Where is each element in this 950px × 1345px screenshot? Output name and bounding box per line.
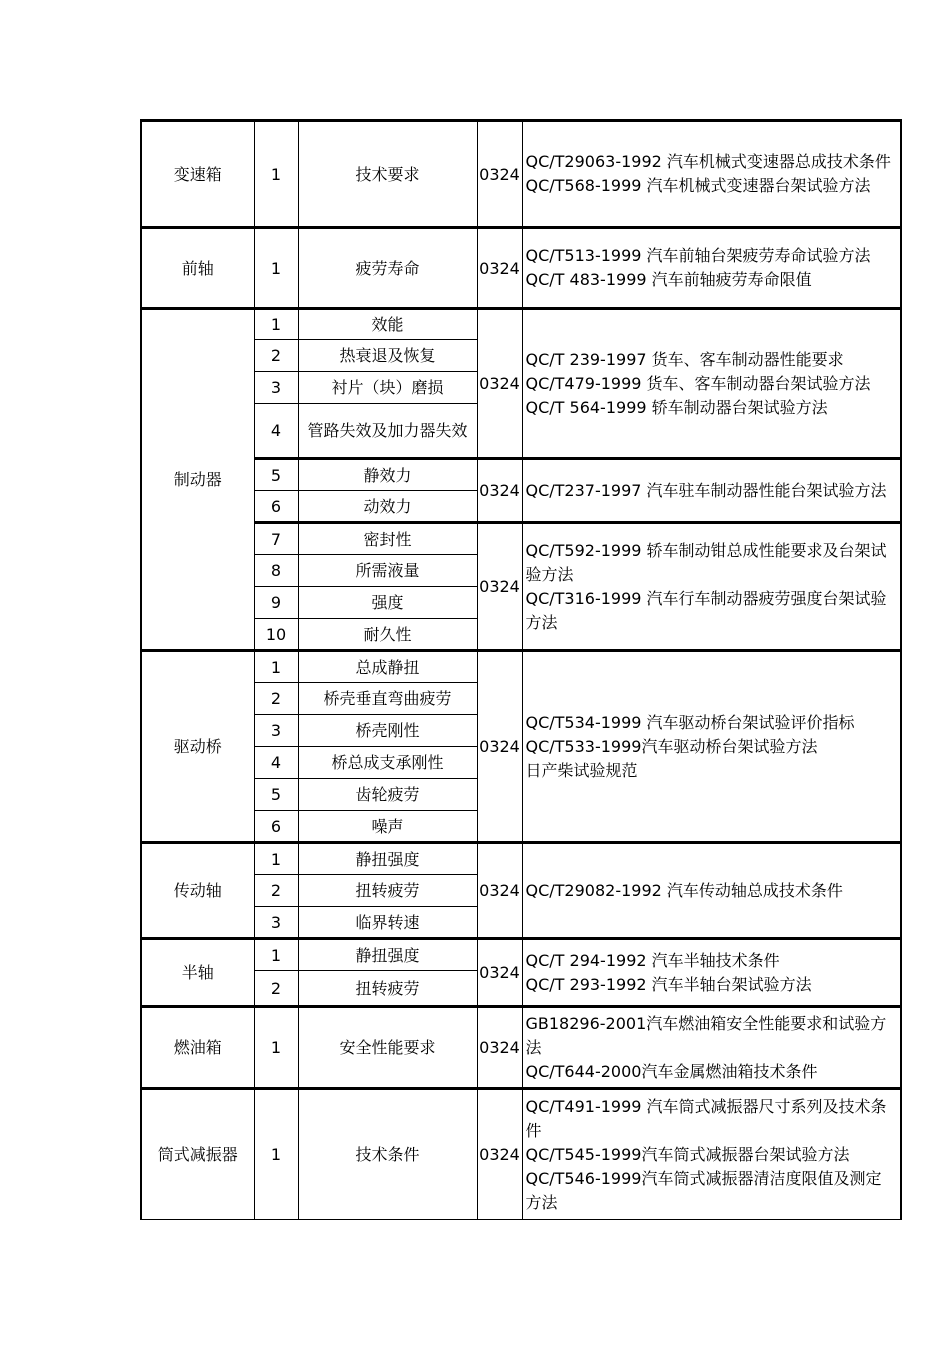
item-number-cell: 1 <box>254 228 298 309</box>
test-item-cell: 技术条件 <box>298 1089 477 1220</box>
code-cell: 0324 <box>477 651 522 843</box>
item-number-cell: 1 <box>254 1007 298 1089</box>
test-item-cell: 强度 <box>298 587 477 619</box>
test-item-cell: 密封性 <box>298 523 477 555</box>
item-number-cell: 7 <box>254 523 298 555</box>
standard-reference: GB18296-2001汽车燃油箱安全性能要求和试验方法 <box>525 1013 887 1057</box>
item-number-cell: 2 <box>254 340 298 372</box>
test-item-cell: 扭转疲劳 <box>298 971 477 1007</box>
standard-reference: QC/T29063-1992 汽车机械式变速器总成技术条件 <box>525 152 891 171</box>
item-number-cell: 1 <box>254 121 298 228</box>
part-name-cell: 驱动桥 <box>141 651 254 843</box>
item-number-cell: 5 <box>254 779 298 811</box>
standard-reference: QC/T 294-1992 汽车半轴技术条件 <box>525 950 780 970</box>
part-name-cell: 制动器 <box>141 309 254 651</box>
item-number-cell: 8 <box>254 555 298 587</box>
test-item-cell: 技术要求 <box>298 121 477 228</box>
item-number-cell: 3 <box>254 372 298 404</box>
code-cell: 0324 <box>477 228 522 309</box>
item-number-cell: 5 <box>254 459 298 491</box>
test-item-cell: 疲劳寿命 <box>298 228 477 309</box>
test-item-cell: 总成静扭 <box>298 651 477 683</box>
part-name-cell: 变速箱 <box>141 121 254 228</box>
test-item-cell: 耐久性 <box>298 619 477 651</box>
item-number-cell: 6 <box>254 811 298 843</box>
item-number-cell: 1 <box>254 309 298 340</box>
standard-reference: QC/T513-1999 汽车前轴台架疲劳寿命试验方法 <box>525 246 871 265</box>
table-row <box>141 1007 901 1089</box>
test-item-cell: 扭转疲劳 <box>298 875 477 907</box>
test-item-cell: 桥壳垂直弯曲疲劳 <box>298 683 477 715</box>
table-row <box>141 309 901 340</box>
table-row <box>141 843 901 875</box>
test-item-cell: 衬片（块）磨损 <box>298 372 477 404</box>
table-row <box>141 228 901 309</box>
standards-cell <box>522 939 901 1007</box>
table-row <box>141 939 901 971</box>
standards-cell <box>522 651 901 843</box>
test-item-cell: 桥总成支承刚性 <box>298 747 477 779</box>
part-name-cell: 传动轴 <box>141 843 254 939</box>
item-number-cell: 2 <box>254 683 298 715</box>
standard-reference: QC/T534-1999 汽车驱动桥台架试验评价指标 <box>525 712 855 732</box>
table-row <box>141 523 901 555</box>
test-item-cell: 安全性能要求 <box>298 1007 477 1089</box>
standard-reference: QC/T545-1999汽车筒式减振器台架试验方法 <box>525 1144 850 1164</box>
item-number-cell: 9 <box>254 587 298 619</box>
code-cell: 0324 <box>477 1007 522 1089</box>
item-number-cell: 1 <box>254 1089 298 1220</box>
item-number-cell: 6 <box>254 491 298 523</box>
standards-cell <box>522 1007 901 1089</box>
code-cell: 0324 <box>477 843 522 939</box>
part-name-cell: 燃油箱 <box>141 1007 254 1089</box>
standard-reference: QC/T316-1999 汽车行车制动器疲劳强度台架试验方法 <box>525 588 887 632</box>
standards-cell <box>522 523 901 651</box>
code-cell: 0324 <box>477 939 522 1007</box>
code-cell: 0324 <box>477 121 522 228</box>
code-cell: 0324 <box>477 459 522 523</box>
test-item-cell: 临界转速 <box>298 907 477 939</box>
standard-reference: QC/T479-1999 货车、客车制动器台架试验方法 <box>525 373 871 393</box>
standard-reference: QC/T568-1999 汽车机械式变速器台架试验方法 <box>525 176 871 195</box>
code-cell: 0324 <box>477 1089 522 1220</box>
standard-reference: QC/T644-2000汽车金属燃油箱技术条件 <box>525 1061 818 1081</box>
item-number-cell: 3 <box>254 907 298 939</box>
table-row <box>141 651 901 683</box>
standard-reference: QC/T29082-1992 汽车传动轴总成技术条件 <box>525 880 843 900</box>
standard-reference: QC/T 293-1992 汽车半轴台架试验方法 <box>525 974 812 994</box>
item-number-cell: 2 <box>254 875 298 907</box>
standard-reference: QC/T 239-1997 货车、客车制动器性能要求 <box>525 349 844 369</box>
item-number-cell: 4 <box>254 404 298 459</box>
item-number-cell: 1 <box>254 939 298 971</box>
test-item-cell: 静效力 <box>298 459 477 491</box>
code-cell: 0324 <box>477 523 522 651</box>
standards-cell <box>522 228 901 309</box>
test-item-cell: 管路失效及加力器失效 <box>298 404 477 459</box>
item-number-cell: 1 <box>254 843 298 875</box>
table-row <box>141 1089 901 1220</box>
standard-reference: QC/T491-1999 汽车筒式减振器尺寸系列及技术条件 <box>525 1096 887 1140</box>
standards-cell <box>522 459 901 523</box>
standard-reference: QC/T546-1999汽车筒式减振器清洁度限值及测定方法 <box>525 1168 882 1212</box>
standards-cell <box>522 843 901 939</box>
test-item-cell: 桥壳刚性 <box>298 715 477 747</box>
standards-cell <box>522 309 901 459</box>
standards-cell <box>522 121 901 228</box>
standard-reference: QC/T 483-1999 汽车前轴疲劳寿命限值 <box>525 270 812 289</box>
test-item-cell: 所需液量 <box>298 555 477 587</box>
standards-cell <box>522 1089 901 1220</box>
test-item-cell: 静扭强度 <box>298 939 477 971</box>
table-row <box>141 121 901 228</box>
part-name-cell: 筒式减振器 <box>141 1089 254 1220</box>
standard-reference: QC/T 564-1999 轿车制动器台架试验方法 <box>525 397 828 417</box>
item-number-cell: 4 <box>254 747 298 779</box>
standard-reference: QC/T237-1997 汽车驻车制动器性能台架试验方法 <box>525 480 887 500</box>
item-number-cell: 1 <box>254 651 298 683</box>
test-item-cell: 齿轮疲劳 <box>298 779 477 811</box>
test-item-cell: 动效力 <box>298 491 477 523</box>
test-item-cell: 静扭强度 <box>298 843 477 875</box>
item-number-cell: 10 <box>254 619 298 651</box>
part-name-cell: 前轴 <box>141 228 254 309</box>
table-row <box>141 459 901 491</box>
test-standards-table <box>140 119 902 1220</box>
standard-reference: QC/T533-1999汽车驱动桥台架试验方法 <box>525 736 818 756</box>
test-item-cell: 噪声 <box>298 811 477 843</box>
item-number-cell: 3 <box>254 715 298 747</box>
table-body <box>141 121 901 1220</box>
test-item-cell: 效能 <box>298 309 477 340</box>
part-name-cell: 半轴 <box>141 939 254 1007</box>
code-cell: 0324 <box>477 309 522 459</box>
standard-reference: QC/T592-1999 轿车制动钳总成性能要求及台架试验方法 <box>525 540 887 584</box>
test-item-cell: 热衰退及恢复 <box>298 340 477 372</box>
standard-reference: 日产柴试验规范 <box>525 760 638 780</box>
item-number-cell: 2 <box>254 971 298 1007</box>
